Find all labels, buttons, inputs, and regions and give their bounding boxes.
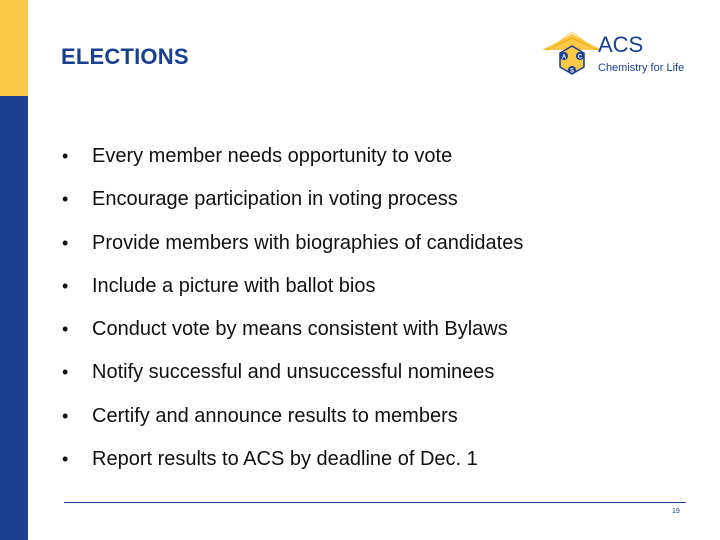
- emblem-letter-a: A: [561, 54, 567, 61]
- bullet-item: [62, 270, 523, 313]
- bullet-item: [62, 140, 523, 183]
- bullet-dot: •: [62, 146, 69, 166]
- bullet-text: Report results to ACS by deadline of Dec. 1: [92, 448, 478, 471]
- footer-divider: [64, 502, 686, 503]
- bullet-dot: •: [62, 405, 69, 426]
- logo-name: ACS: [598, 32, 644, 57]
- bullet-item: [62, 443, 523, 486]
- bullet-text: Conduct vote by means consistent with Bylaws: [92, 318, 508, 341]
- bullet-item: [62, 183, 523, 226]
- acs-logo: [538, 28, 688, 84]
- emblem-letter-c: C: [577, 54, 583, 61]
- bullet-dot: •: [62, 449, 69, 470]
- acs-emblem-icon: [542, 32, 602, 75]
- bullet-list: [62, 140, 523, 486]
- accent-bar-yellow: [0, 0, 28, 96]
- bullet-item: [62, 400, 523, 443]
- bullet-dot: •: [62, 189, 69, 210]
- bullet-text: Provide members with biographies of candidates: [92, 231, 524, 254]
- bullet-item: [62, 313, 523, 356]
- bullet-text: Every member needs opportunity to vote: [92, 145, 453, 167]
- bullet-text: Encourage participation in voting process: [92, 188, 458, 211]
- bullet-dot: •: [62, 362, 69, 383]
- bullet-text: Include a picture with ballot bios: [92, 274, 376, 297]
- bullet-dot: •: [62, 319, 69, 340]
- slide-title: ELECTIONS: [61, 44, 189, 69]
- emblem-letter-s: S: [569, 68, 575, 75]
- bullet-item: [62, 356, 523, 399]
- bullet-dot: •: [62, 275, 69, 296]
- page-number: 19: [672, 508, 680, 515]
- bullet-text: Certify and announce results to members: [92, 404, 458, 427]
- logo-tagline: Chemistry for Life: [598, 62, 685, 74]
- bullet-item: [62, 227, 523, 270]
- accent-bar-blue: [0, 96, 28, 540]
- bullet-text: Notify successful and unsuccessful nominees: [92, 361, 495, 384]
- bullet-dot: •: [62, 232, 69, 253]
